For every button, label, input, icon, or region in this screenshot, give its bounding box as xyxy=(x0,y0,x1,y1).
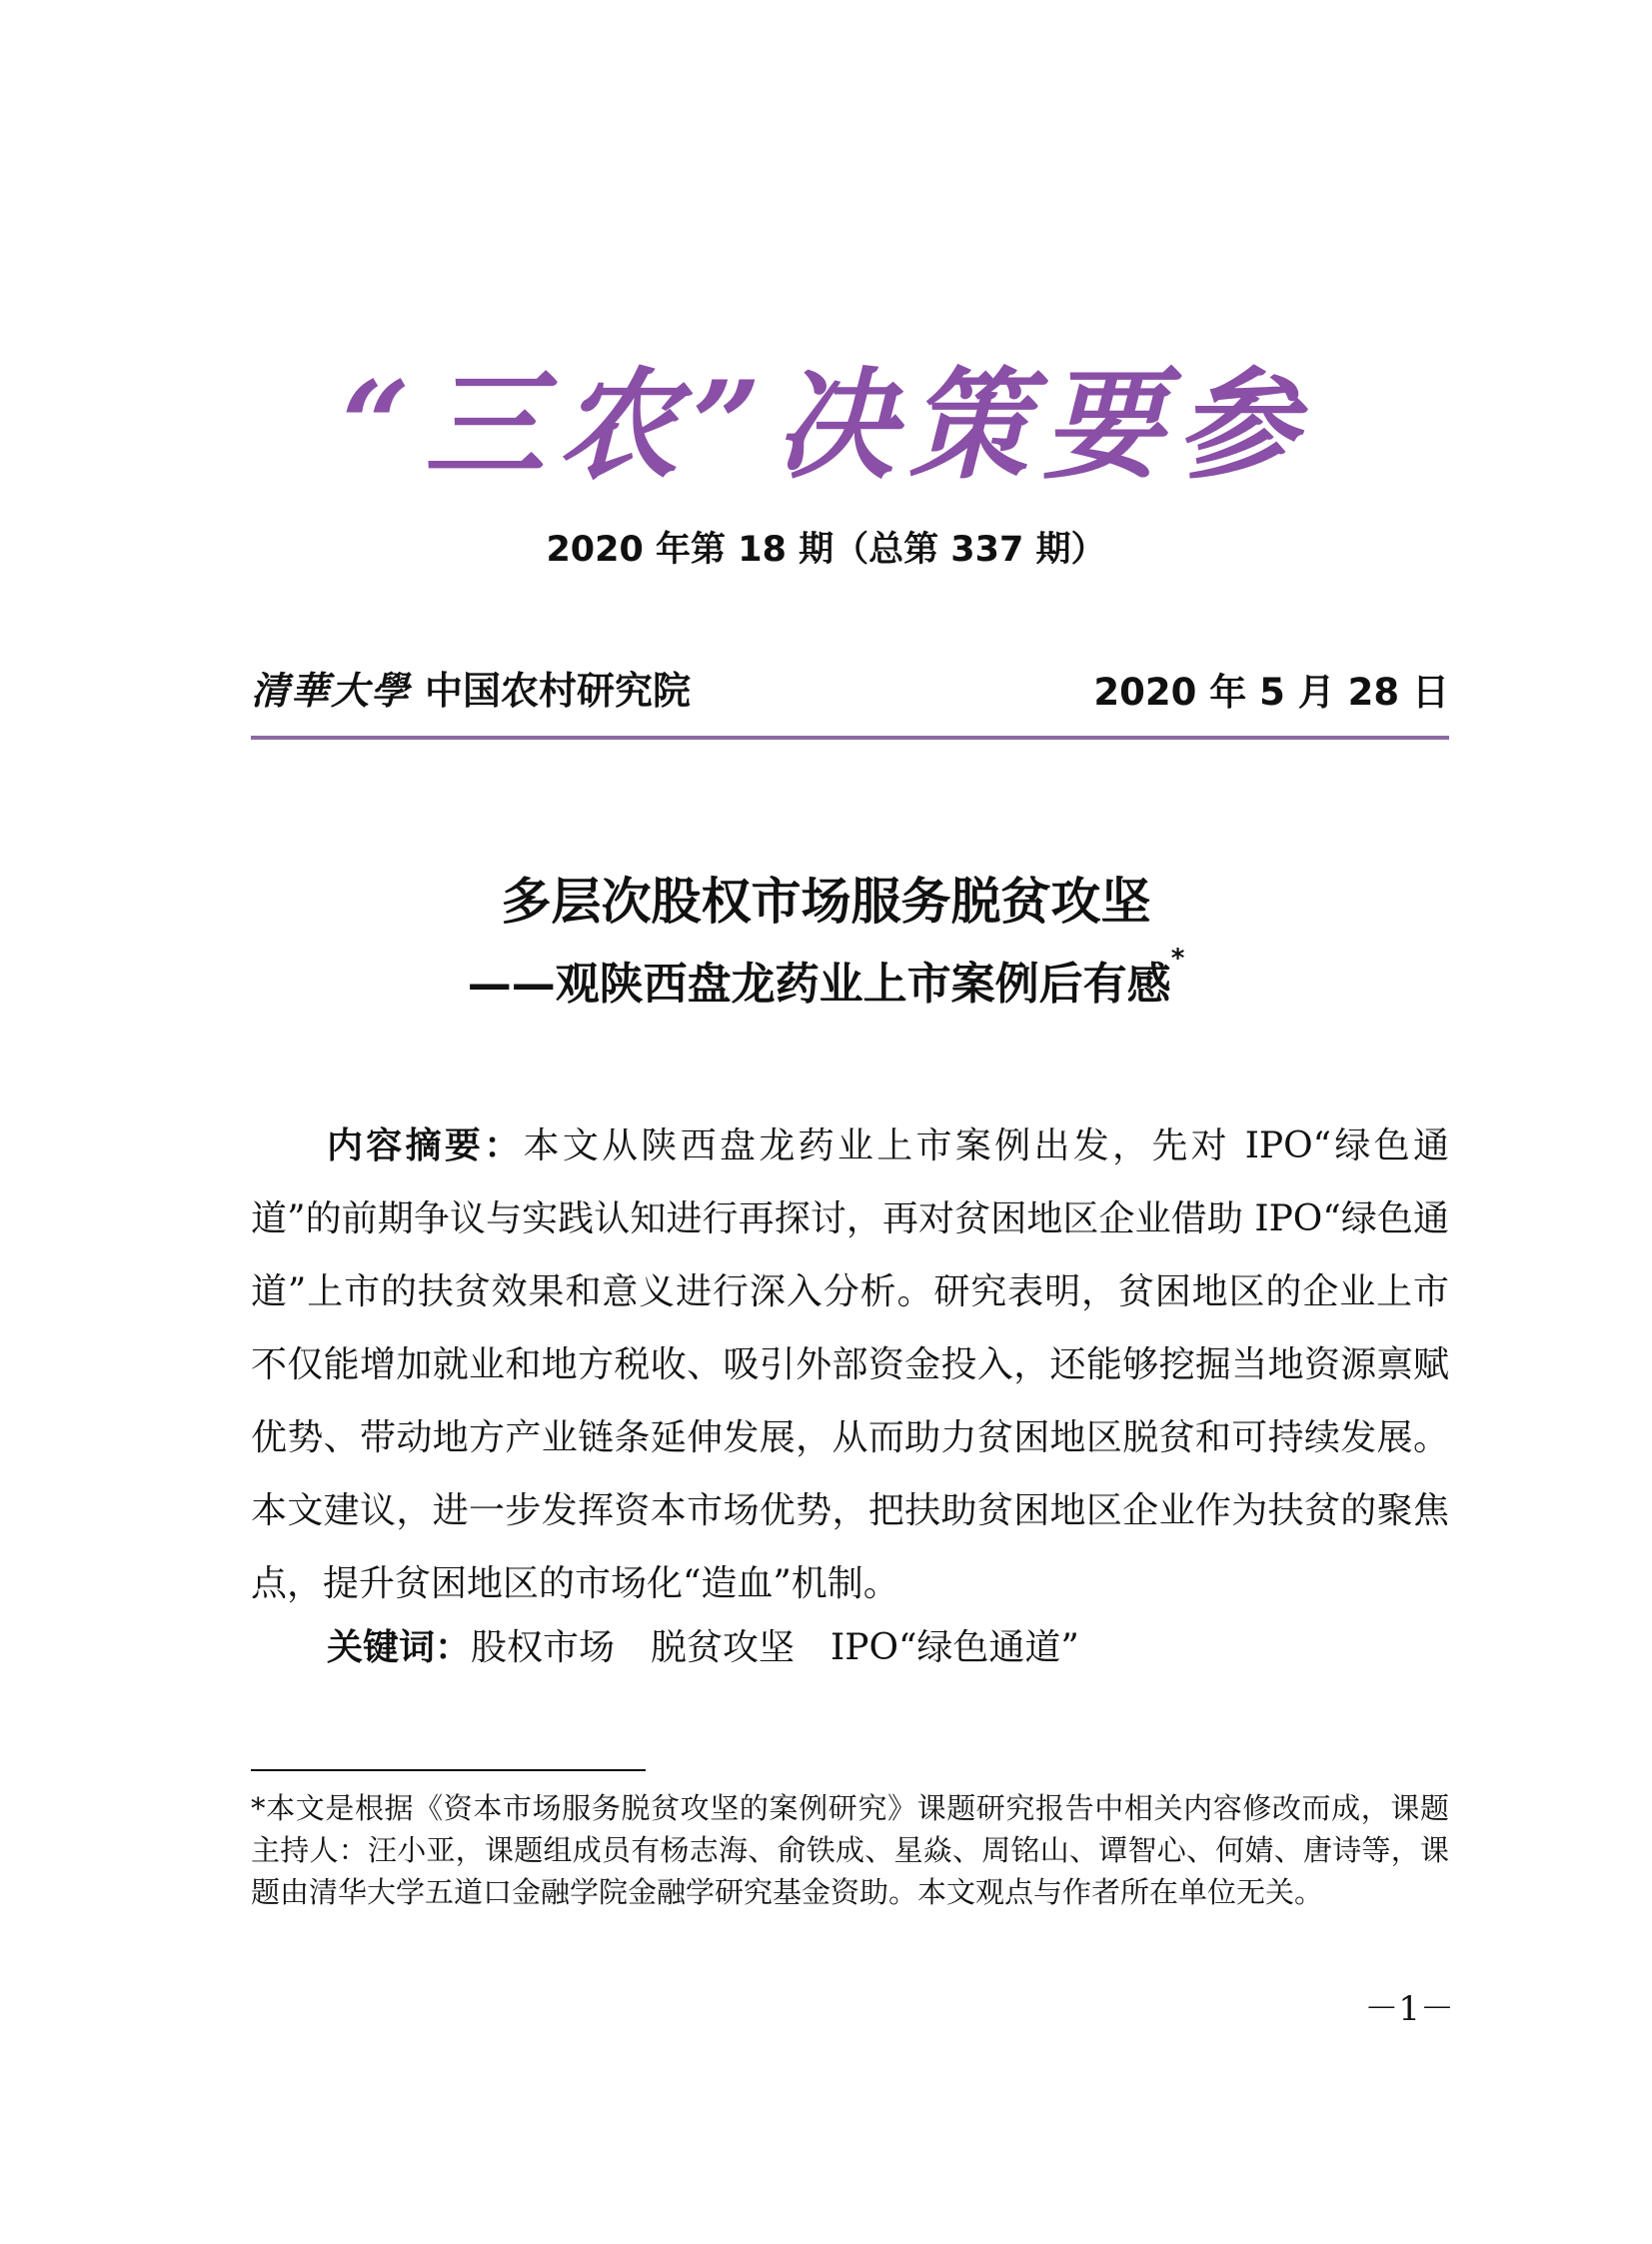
page-number: －1－ xyxy=(1364,1989,1454,2029)
journal-title: “三农”决策要参 xyxy=(341,355,1311,496)
abstract xyxy=(251,1110,1449,1620)
header-divider xyxy=(251,736,1449,740)
institute-name: 中国农村研究院 xyxy=(425,669,692,713)
university-logo-text: 清華大學 xyxy=(251,668,412,713)
publish-date: 2020 年 5 月 28 日 xyxy=(1093,671,1449,714)
abstract-text: 本文从陕西盘龙药业上市案例出发，先对 IPO“绿色通道”的前期争议与实践认知进行再探讨，再对贫困地区企业借助 IPO“绿色通道”上市的扶贫效果和意义进行深入分析。研究表明，贫困地区的企业上市不仅能增加就业和地方税收、吸引外部资金投入，还能够挖掘当地资源禀赋优势、带动地方产业链条延伸发展，从而助力贫困地区脱贫和可持续发展。本文建议，进一步发挥资本市场优势，把扶助贫困地区企业作为扶贫的聚焦点，提升贫困地区的市场化“造血”机制。 xyxy=(251,1125,1449,1604)
footnote-divider xyxy=(251,1769,646,1771)
publisher xyxy=(251,660,691,715)
footnote-marker: * xyxy=(1170,944,1185,974)
footnote: *本文是根据《资本市场服务脱贫攻坚的案例研究》课题研究报告中相关内容修改而成，课题主持人：汪小亚，课题组成员有杨志海、俞铁成、星焱、周铭山、谭智心、何婧、唐诗等，课题由清华大学五道口金融学院金融学研究基金资助。本文观点与作者所在单位无关。 xyxy=(251,1791,1449,1909)
article-title: 多层次股权市场服务脱贫攻坚 xyxy=(501,873,1151,931)
keywords xyxy=(327,1619,1079,1670)
keywords-label: 关键词： xyxy=(327,1627,472,1668)
issue-number: 2020 年第 18 期（总第 337 期） xyxy=(546,530,1106,570)
subtitle-text: ——观陕西盘龙药业上市案例后有感 xyxy=(467,959,1171,1010)
keywords-text: 股权市场 脱贫攻坚 IPO“绿色通道” xyxy=(471,1627,1079,1668)
article-subtitle xyxy=(0,944,1652,1012)
abstract-label: 内容摘要： xyxy=(327,1125,524,1166)
